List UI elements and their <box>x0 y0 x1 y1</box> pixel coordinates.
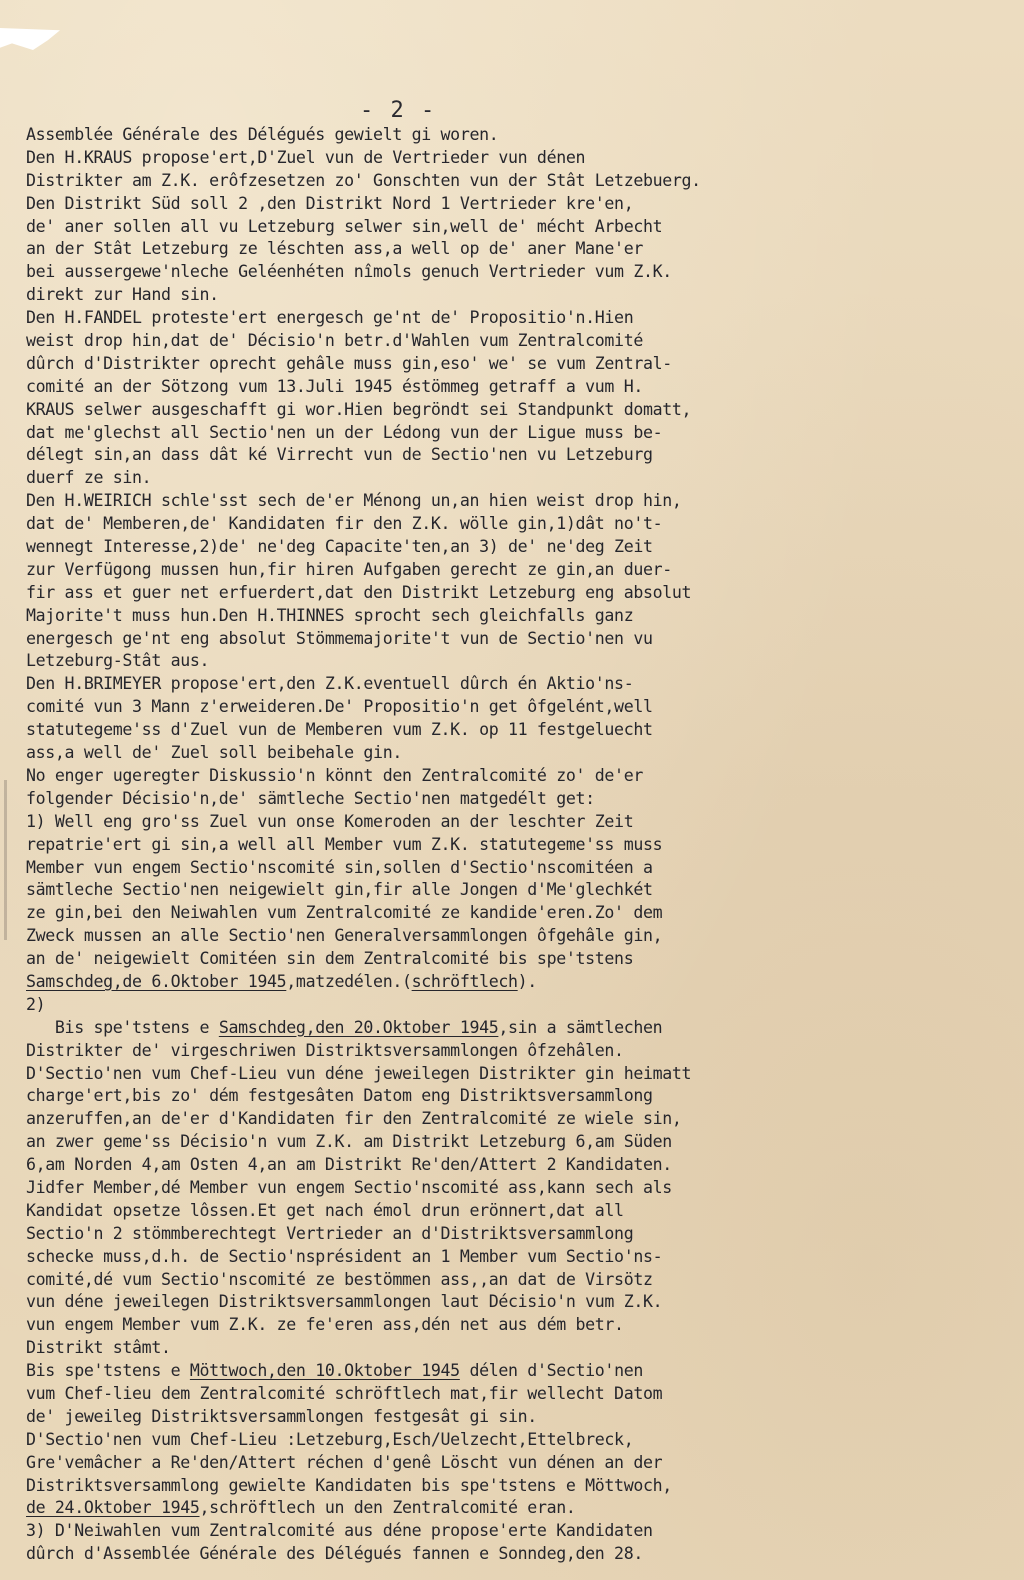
text-segment: folgender Décisio'n,de' sämtleche Sectio'nen matgedélt get: <box>26 788 595 808</box>
text-line <box>26 1063 1011 1086</box>
text-segment: 6,am Norden 4,am Osten 4,an am Distrikt Re'den/Attert 2 Kandidaten. <box>26 1155 672 1175</box>
text-segment: délen d'Sectio'nen <box>459 1361 643 1381</box>
text-segment: Kandidat opsetze lôssen.Et get nach émol drun erönnert,dat all <box>26 1200 624 1220</box>
text-line <box>26 353 1011 376</box>
text-segment: 3) D'Neiwahlen vum Zentralcomité aus déne propose'erte Kandidaten <box>26 1521 653 1541</box>
text-line <box>26 696 1011 719</box>
text-segment: Distrikter de' virgeschriwen Distriktsversammlongen ôfzehâlen. <box>26 1040 624 1060</box>
text-segment: ,matzedélen.( <box>286 971 412 991</box>
text-segment: Den H.KRAUS propose'ert,D'Zuel vun de Vertrieder vun dénen <box>26 147 586 167</box>
text-segment: D'Sectio'nen vum Chef-Lieu :Letzeburg,Esch/Uelzecht,Ettelbreck, <box>26 1429 634 1449</box>
text-line <box>26 1154 1011 1177</box>
text-line <box>26 811 1011 834</box>
text-segment: direkt zur Hand sin. <box>26 285 219 305</box>
text-line <box>26 467 1011 490</box>
text-segment: schecke muss,d.h. de Sectio'nsprésident an 1 Member vum Sectio'ns- <box>26 1246 663 1266</box>
text-segment: Majorite't muss hun.Den H.THINNES sprocht sech gleichfalls ganz <box>26 605 634 625</box>
text-segment: dûrch d'Distrikter oprecht gehâle muss gin,eso' we' se vum Zentral- <box>26 353 672 373</box>
text-segment: Den Distrikt Süd soll 2 ,den Distrikt Nord 1 Vertrieder kre'en, <box>26 193 634 213</box>
text-segment: weist drop hin,dat de' Décisio'n betr.d'Wahlen vum Zentralcomité <box>26 331 643 351</box>
text-line <box>26 1291 1011 1314</box>
text-segment: Den H.BRIMEYER propose'ert,den Z.K.eventuell dûrch én Aktio'ns- <box>26 674 634 694</box>
text-segment: 2) <box>26 994 46 1014</box>
text-line <box>26 238 1011 261</box>
text-line <box>26 1200 1011 1223</box>
text-line <box>26 422 1011 445</box>
text-segment: bei aussergewe'nleche Geléenhéten nîmols genuch Vertrieder vum Z.K. <box>26 262 672 282</box>
text-segment: de' aner sollen all vu Letzeburg selwer sin,well de' mécht Arbecht <box>26 216 663 236</box>
text-line <box>26 193 1011 216</box>
text-line <box>26 513 1011 536</box>
text-line <box>26 216 1011 239</box>
text-segment: comité vun 3 Mann z'erweideren.De' Propositio'n get ôfgelént,well <box>26 697 653 717</box>
text-line <box>26 1475 1011 1498</box>
text-segment: Bis spe'tstens e <box>26 1017 219 1037</box>
text-line <box>26 307 1011 330</box>
text-segment: an der Stât Letzeburg ze léschten ass,a well op de' aner Mane'er <box>26 239 643 259</box>
text-segment: duerf ze sin. <box>26 468 152 488</box>
text-line <box>26 1497 1011 1520</box>
text-segment: Sectio'n 2 stömmberechtegt Vertrieder an d'Distriktsversammlong <box>26 1223 634 1243</box>
text-segment: ze gin,bei den Neiwahlen vum Zentralcomité ze kandide'eren.Zo' dem <box>26 903 663 923</box>
text-segment: Distriktsversammlong gewielte Kandidaten bis spe'tstens e Möttwoch, <box>26 1475 672 1495</box>
text-segment: dat me'glechst all Sectio'nen un der Lédong vun der Ligue muss be- <box>26 422 663 442</box>
text-segment: statutegeme'ss d'Zuel vun de Memberen vum Z.K. op 11 festgeluecht <box>26 720 653 740</box>
text-segment: zur Verfügong mussen hun,fir hiren Aufgaben gerecht ze gin,an duer- <box>26 559 672 579</box>
text-line <box>26 879 1011 902</box>
text-line <box>26 1269 1011 1292</box>
text-segment: energesch ge'nt eng absolut Stömmemajorite't vun de Sectio'nen vu <box>26 628 653 648</box>
text-segment: ,schröftlech un den Zentralcomité eran. <box>199 1498 576 1518</box>
text-line <box>26 490 1011 513</box>
text-segment: comité an der Sötzong vum 13.Juli 1945 éstömmeg getraff a vum H. <box>26 376 643 396</box>
text-line <box>26 399 1011 422</box>
text-line <box>26 170 1011 193</box>
text-segment: Bis spe'tstens e <box>26 1361 190 1381</box>
text-line <box>26 1406 1011 1429</box>
text-line <box>26 628 1011 651</box>
page-number: - 2 - <box>360 98 437 123</box>
text-line <box>26 582 1011 605</box>
text-segment: Gre'vemâcher a Re'den/Attert réchen d'genê Löscht vun dénen an der <box>26 1452 663 1472</box>
text-segment: anzeruffen,an de'er d'Kandidaten fir den Zentralcomité ze wiele sin, <box>26 1109 682 1129</box>
text-line <box>26 765 1011 788</box>
text-line <box>26 1040 1011 1063</box>
text-line <box>26 902 1011 925</box>
text-segment: Den H.WEIRICH schle'sst sech de'er Ménong un,an hien weist drop hin, <box>26 491 682 511</box>
text-line <box>26 1017 1011 1040</box>
text-line <box>26 1314 1011 1337</box>
text-line <box>26 1383 1011 1406</box>
text-segment: repatrie'ert gi sin,a well all Member vum Z.K. statutegeme'ss muss <box>26 834 663 854</box>
text-line <box>26 261 1011 284</box>
text-segment: fir ass et guer net erfuerdert,dat den Distrikt Letzeburg eng absolut <box>26 582 692 602</box>
text-segment: Zweck mussen an alle Sectio'nen Generalversammlongen ôfgehâle gin, <box>26 926 663 946</box>
text-segment: ass,a well de' Zuel soll beibehale gin. <box>26 743 402 763</box>
text-line <box>26 1223 1011 1246</box>
text-line <box>26 673 1011 696</box>
text-line <box>26 1108 1011 1131</box>
text-line <box>26 1337 1011 1360</box>
text-line <box>26 834 1011 857</box>
underlined-text: Samschdeg,de 6.Oktober 1945 <box>26 971 287 991</box>
text-segment: comité,dé vum Sectio'nscomité ze bestömmen ass,,an dat de Virsötz <box>26 1269 653 1289</box>
text-line <box>26 1177 1011 1200</box>
underlined-text: schröftlech <box>411 971 518 991</box>
text-segment: vum Chef-lieu dem Zentralcomité schröftlech mat,fir wellecht Datom <box>26 1383 663 1403</box>
text-segment: délegt sin,an dass dât ké Virrecht vun de Sectio'nen vu Letzeburg <box>26 445 653 465</box>
text-segment: D'Sectio'nen vum Chef-Lieu vun déne jeweilegen Distrikter gin heimatt <box>26 1063 692 1083</box>
text-segment: KRAUS selwer ausgeschafft gi wor.Hien begröndt sei Standpunkt domatt, <box>26 399 692 419</box>
text-line <box>26 1360 1011 1383</box>
text-line <box>26 1131 1011 1154</box>
text-segment: No enger ugeregter Diskussio'n könnt den Zentralcomité zo' de'er <box>26 765 643 785</box>
underlined-text: Samschdeg,den 20.Oktober 1945 <box>218 1017 499 1037</box>
text-line <box>26 1452 1011 1475</box>
text-segment: vun déne jeweilegen Distriktsversammlongen laut Décisio'n vum Z.K. <box>26 1292 663 1312</box>
text-segment: wennegt Interesse,2)de' ne'deg Capacite'ten,an 3) de' ne'deg Zeit <box>26 537 653 557</box>
text-line <box>26 536 1011 559</box>
text-line <box>26 994 1011 1017</box>
text-segment: Distrikter am Z.K. erôfzesetzen zo' Gonschten vun der Stât Letzebuerg. <box>26 170 701 190</box>
text-line <box>26 284 1011 307</box>
text-line <box>26 124 1011 147</box>
text-line <box>26 719 1011 742</box>
text-line <box>26 147 1011 170</box>
text-segment: sämtleche Sectio'nen neigewielt gin,fir alle Jongen d'Me'glechkét <box>26 880 653 900</box>
text-segment: Assemblée Générale des Délégués gewielt gi woren. <box>26 125 499 144</box>
text-segment: 1) Well eng gro'ss Zuel vun onse Komeroden an der leschter Zeit <box>26 811 634 831</box>
text-segment: dat de' Memberen,de' Kandidaten fir den Z.K. wölle gin,1)dât no't- <box>26 514 663 534</box>
text-segment: ). <box>517 971 537 991</box>
text-line <box>26 1246 1011 1269</box>
text-line <box>26 605 1011 628</box>
text-line <box>26 1085 1011 1108</box>
text-segment: dûrch d'Assemblée Générale des Délégués fannen e Sonndeg,den 28. <box>26 1544 643 1564</box>
text-line <box>26 330 1011 353</box>
underlined-text: de 24.Oktober 1945 <box>26 1498 200 1518</box>
text-line <box>26 971 1011 994</box>
typed-text-body <box>26 124 1011 1566</box>
text-segment: an de' neigewielt Comitéen sin dem Zentralcomité bis spe'tstens <box>26 949 634 969</box>
text-line <box>26 742 1011 765</box>
text-line <box>26 376 1011 399</box>
text-segment: Member vun engem Sectio'nscomité sin,sollen d'Sectio'nscomitéen a <box>26 857 653 877</box>
text-segment: ,sin a sämtlechen <box>498 1017 663 1037</box>
text-line <box>26 925 1011 948</box>
text-segment: Jidfer Member,dé Member vun engem Sectio'nscomité ass,kann sech als <box>26 1177 672 1197</box>
text-line <box>26 948 1011 971</box>
text-line <box>26 788 1011 811</box>
torn-corner <box>0 28 60 50</box>
margin-mark <box>4 780 7 940</box>
text-segment: charge'ert,bis zo' dém festgesâten Datom eng Distriktsversammlong <box>26 1086 653 1106</box>
text-segment: Den H.FANDEL proteste'ert energesch ge'nt de' Propositio'n.Hien <box>26 308 634 328</box>
text-segment: Distrikt stâmt. <box>26 1338 171 1358</box>
text-segment: an zwer geme'ss Décisio'n vum Z.K. am Distrikt Letzeburg 6,am Süden <box>26 1132 672 1152</box>
text-segment: Letzeburg-Stât aus. <box>26 651 210 671</box>
text-line <box>26 559 1011 582</box>
text-line <box>26 1520 1011 1543</box>
text-line <box>26 1543 1011 1566</box>
text-segment: de' jeweileg Distriktsversammlongen festgesât gi sin. <box>26 1406 537 1426</box>
text-line <box>26 857 1011 880</box>
text-line <box>26 444 1011 467</box>
underlined-text: Möttwoch,den 10.Oktober 1945 <box>189 1361 460 1381</box>
text-line <box>26 650 1011 673</box>
text-line <box>26 1429 1011 1452</box>
text-segment: vun engem Member vum Z.K. ze fe'eren ass,dén net aus dém betr. <box>26 1315 624 1335</box>
